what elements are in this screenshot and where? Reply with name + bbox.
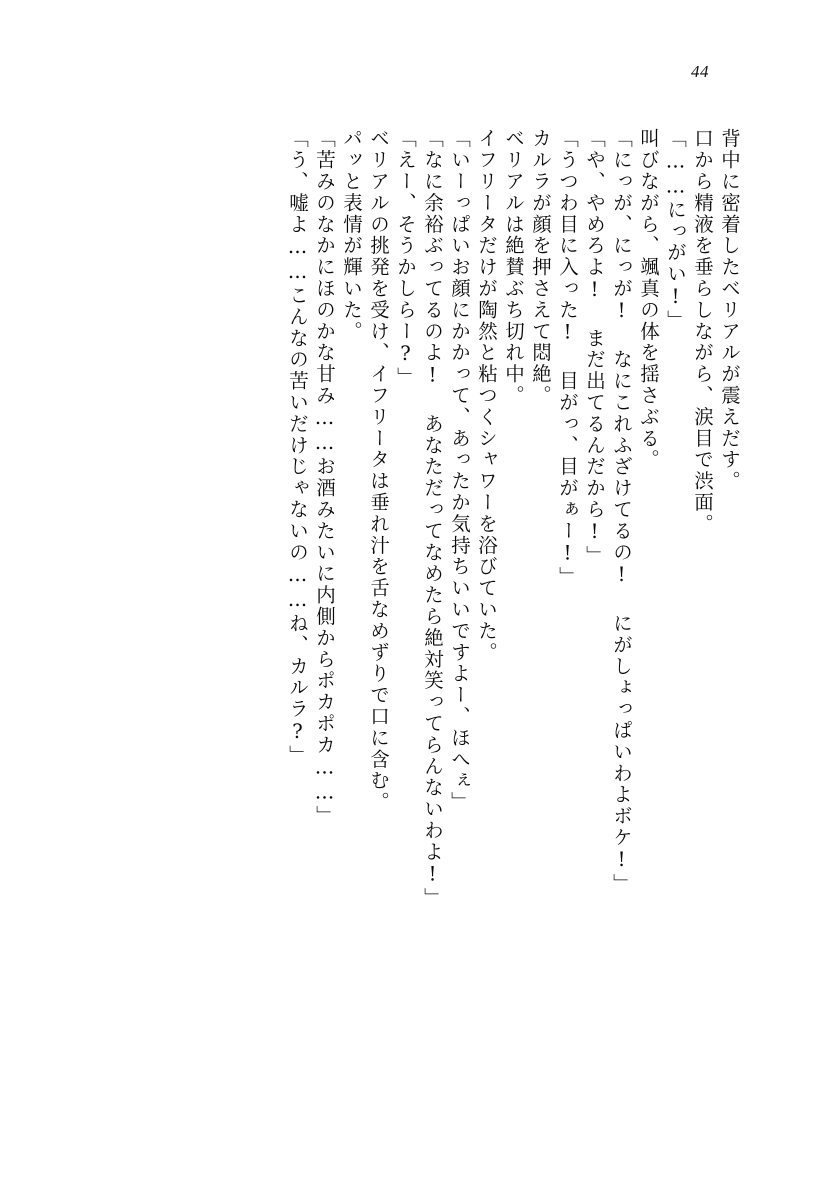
text-line: ベリアルは絶賛ぶち切れ中。 bbox=[502, 128, 525, 407]
text-line: イフリータだけが陶然と粘つくシャワーを浴びていた。 bbox=[475, 128, 498, 663]
page-number: 44 bbox=[691, 62, 709, 81]
text-line: 「う、嘘よ……こんなの苦いだけじゃないの……ね、カルラ?」 bbox=[286, 128, 309, 767]
text-line: 背中に密着したベリアルが震えだす。 bbox=[718, 128, 741, 492]
text-line: ベリアルの挑発を受け、イフリータは垂れ汁を舌なめずりで口に含む。 bbox=[367, 128, 390, 813]
text-line: 「にっが、にっが! なにこれふざけてるの! にがしょっぱいわよボケ!」 bbox=[610, 128, 633, 895]
text-line: 叫びながら、颯真の体を揺さぶる。 bbox=[637, 128, 660, 471]
text-line: カルラが顔を押さえて悶絶。 bbox=[529, 128, 552, 407]
text-line: 「苦みのなかにほのかな甘み……お酒みたいに内側からポカポカ……」 bbox=[313, 128, 336, 827]
text-line: パッと表情が輝いた。 bbox=[340, 128, 363, 342]
text-line: 「うつわ目に入った! 目がっ、目がぁー!」 bbox=[556, 128, 579, 588]
text-line: 「なに余裕ぶってるのよ! あなただってなめたら絶対笑ってらんないわよ!」 bbox=[421, 128, 444, 909]
text-line: 「……にっがい!」 bbox=[664, 128, 687, 332]
text-line: 「えー、そうかしらー?」 bbox=[394, 128, 417, 389]
vertical-text-block bbox=[99, 128, 739, 1068]
text-line: 「いーっぱいお顔にかかって、あったか気持ちいいですよー、ほへぇ」 bbox=[448, 128, 471, 813]
text-line: 口から精液を垂らしながら、涙目で渋面。 bbox=[691, 128, 714, 535]
text-line: 「や、やめろよ! まだ出てるんだから!」 bbox=[583, 128, 606, 567]
